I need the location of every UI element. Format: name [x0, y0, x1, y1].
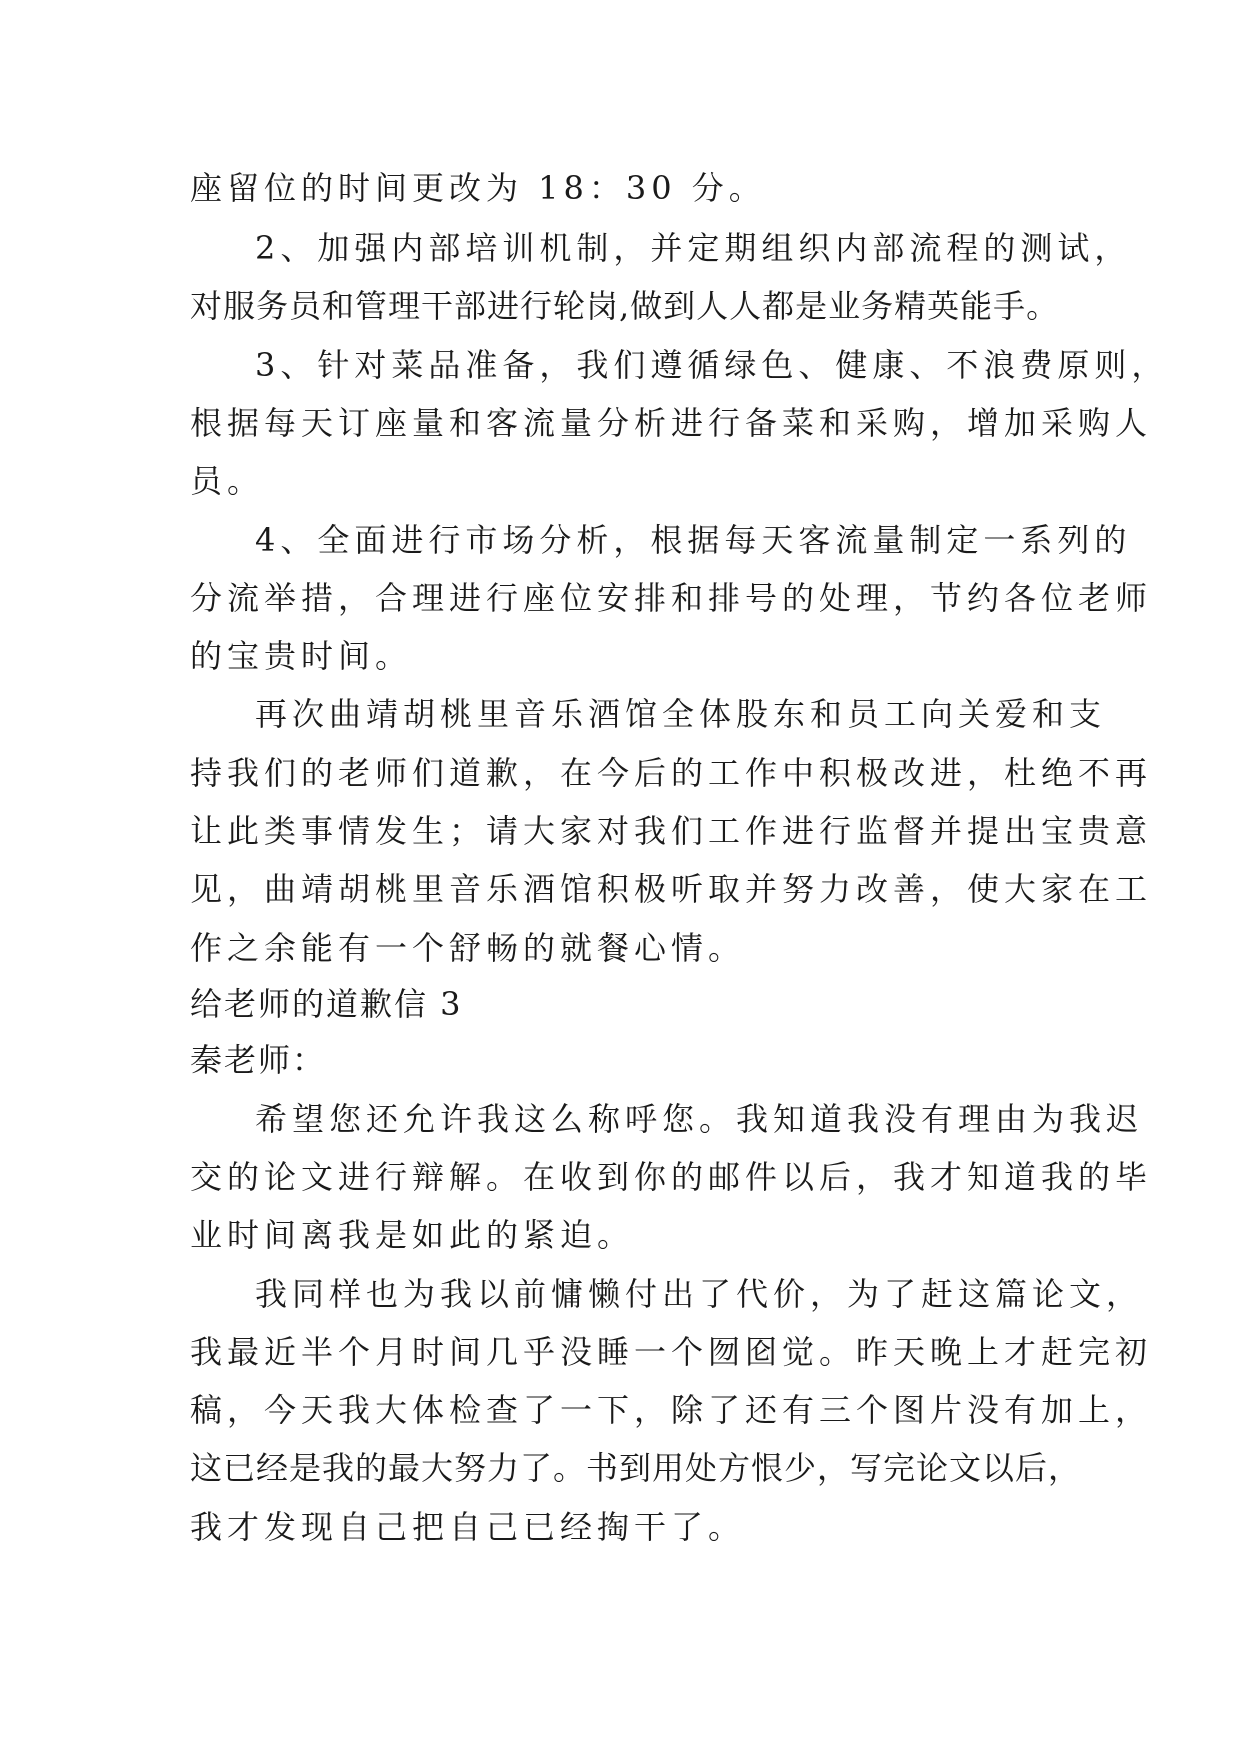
letter-paragraph-1-line-3: 业时间离我是如此的紧迫。	[190, 1216, 635, 1254]
letter-paragraph-2-line-4: 这已经是我的最大努力了。书到用处方恨少，写完论文以后，	[190, 1449, 1082, 1487]
letter-paragraph-1-line-2: 交的论文进行辩解。在收到你的邮件以后，我才知道我的毕	[190, 1158, 1153, 1196]
closing-paragraph-line-5: 作之余能有一个舒畅的就餐心情。	[190, 929, 746, 967]
item-2-line-1: 2、加强内部培训机制，并定期组织内部流程的测试，	[255, 229, 1132, 267]
item-3-line-1: 3、针对菜品准备，我们遵循绿色、健康、不浪费原则，	[255, 346, 1169, 384]
closing-paragraph-line-4: 见，曲靖胡桃里音乐酒馆积极听取并努力改善，使大家在工	[190, 870, 1153, 908]
salutation: 秦老师：	[190, 1041, 327, 1079]
letter-paragraph-2-line-5: 我才发现自己把自己已经掏干了。	[190, 1508, 746, 1546]
letter-paragraph-2-line-2: 我最近半个月时间几乎没睡一个囫囵觉。昨天晚上才赶完初	[190, 1333, 1153, 1371]
item-2-line-2: 对服务员和管理干部进行轮岗,做到人人都是业务精英能手。	[190, 287, 1060, 325]
paragraph-continuation-line: 座留位的时间更改为 18：30 分。	[190, 169, 766, 207]
item-4-line-3: 的宝贵时间。	[190, 637, 413, 675]
item-3-line-2: 根据每天订座量和客流量分析进行备菜和采购，增加采购人	[190, 404, 1153, 442]
closing-paragraph-line-3: 让此类事情发生；请大家对我们工作进行监督并提出宝贵意	[190, 812, 1153, 850]
closing-paragraph-line-2: 持我们的老师们道歉，在今后的工作中积极改进，杜绝不再	[190, 754, 1153, 792]
letter-paragraph-1-line-1: 希望您还允许我这么称呼您。我知道我没有理由为我迟	[255, 1100, 1144, 1138]
closing-paragraph-line-1: 再次曲靖胡桃里音乐酒馆全体股东和员工向关爱和支	[255, 695, 1107, 733]
letter-paragraph-2-line-1: 我同样也为我以前慵懒付出了代价，为了赶这篇论文，	[255, 1275, 1144, 1313]
item-4-line-2: 分流举措，合理进行座位安排和排号的处理，节约各位老师	[190, 579, 1153, 617]
item-4-line-1: 4、全面进行市场分析，根据每天客流量制定一系列的	[255, 521, 1132, 559]
letter-paragraph-2-line-3: 稿，今天我大体检查了一下，除了还有三个图片没有加上，	[190, 1391, 1153, 1429]
item-3-line-3: 员。	[190, 462, 265, 500]
section-heading: 给老师的道歉信 3	[190, 985, 463, 1023]
